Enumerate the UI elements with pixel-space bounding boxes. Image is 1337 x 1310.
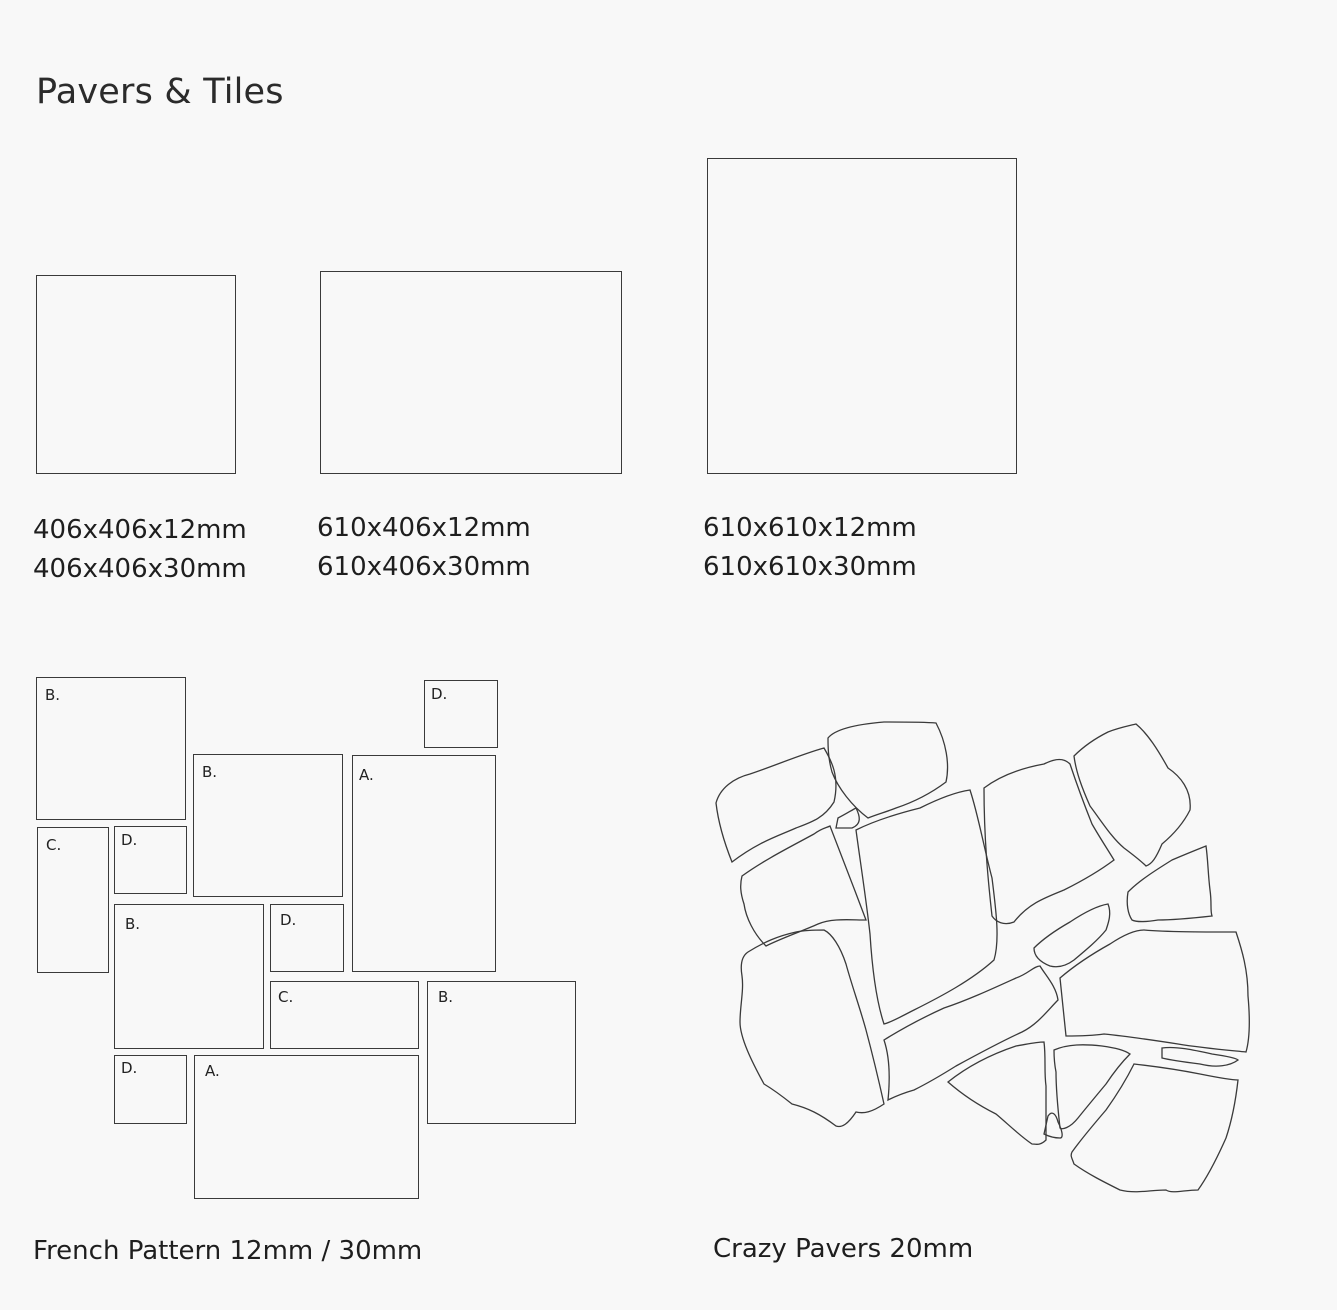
tile-610x610-outline xyxy=(707,158,1017,474)
piece-label: B. xyxy=(45,686,61,704)
french-piece xyxy=(114,1055,187,1124)
french-piece xyxy=(427,981,576,1124)
crazy-stone xyxy=(836,808,859,828)
french-piece xyxy=(352,755,496,972)
piece-label: B. xyxy=(125,915,141,933)
french-piece xyxy=(114,904,264,1049)
piece-label: B. xyxy=(202,763,218,781)
french-piece xyxy=(270,981,419,1049)
piece-label: C. xyxy=(46,836,62,854)
crazy-pavers-diagram xyxy=(700,710,1260,1210)
crazy-stone xyxy=(856,790,997,1024)
tile-610x406-outline xyxy=(320,271,622,474)
french-piece xyxy=(36,677,186,820)
tile-406x406-outline xyxy=(36,275,236,474)
piece-label: B. xyxy=(438,988,454,1006)
size-label: 610x406x12mm xyxy=(317,513,531,543)
piece-label: D. xyxy=(280,911,297,929)
crazy-stone xyxy=(1074,724,1190,866)
french-piece xyxy=(193,754,343,897)
crazy-stone xyxy=(1071,1064,1238,1192)
piece-label: D. xyxy=(121,831,138,849)
piece-label: D. xyxy=(121,1059,138,1077)
size-label: 406x406x12mm xyxy=(33,515,247,545)
french-piece xyxy=(114,826,187,894)
tile-610x610-sizes xyxy=(703,509,917,587)
piece-label: C. xyxy=(278,988,294,1006)
tile-610x406-sizes xyxy=(317,509,531,587)
page-title: Pavers & Tiles xyxy=(36,72,284,112)
french-piece xyxy=(37,827,109,973)
crazy-stone xyxy=(1127,846,1212,922)
piece-label: D. xyxy=(431,685,448,703)
french-piece xyxy=(270,904,344,972)
crazy-stone xyxy=(984,760,1114,924)
crazy-stone xyxy=(948,1042,1046,1144)
french-piece xyxy=(194,1055,419,1199)
tile-406x406-sizes xyxy=(33,511,247,589)
crazy-stone xyxy=(1054,1045,1130,1129)
french-pattern-caption: French Pattern 12mm / 30mm xyxy=(33,1236,423,1266)
size-label: 610x610x12mm xyxy=(703,513,917,543)
crazy-stone xyxy=(716,748,836,862)
french-piece xyxy=(424,680,498,748)
crazy-stone xyxy=(1034,904,1110,967)
size-label: 610x406x30mm xyxy=(317,552,531,582)
piece-label: A. xyxy=(359,766,374,784)
crazy-stone xyxy=(884,966,1058,1100)
crazy-pavers-caption: Crazy Pavers 20mm xyxy=(713,1234,974,1264)
piece-label: A. xyxy=(205,1062,220,1080)
crazy-stone xyxy=(740,930,884,1126)
size-label: 406x406x30mm xyxy=(33,554,247,584)
size-label: 610x610x30mm xyxy=(703,552,917,582)
